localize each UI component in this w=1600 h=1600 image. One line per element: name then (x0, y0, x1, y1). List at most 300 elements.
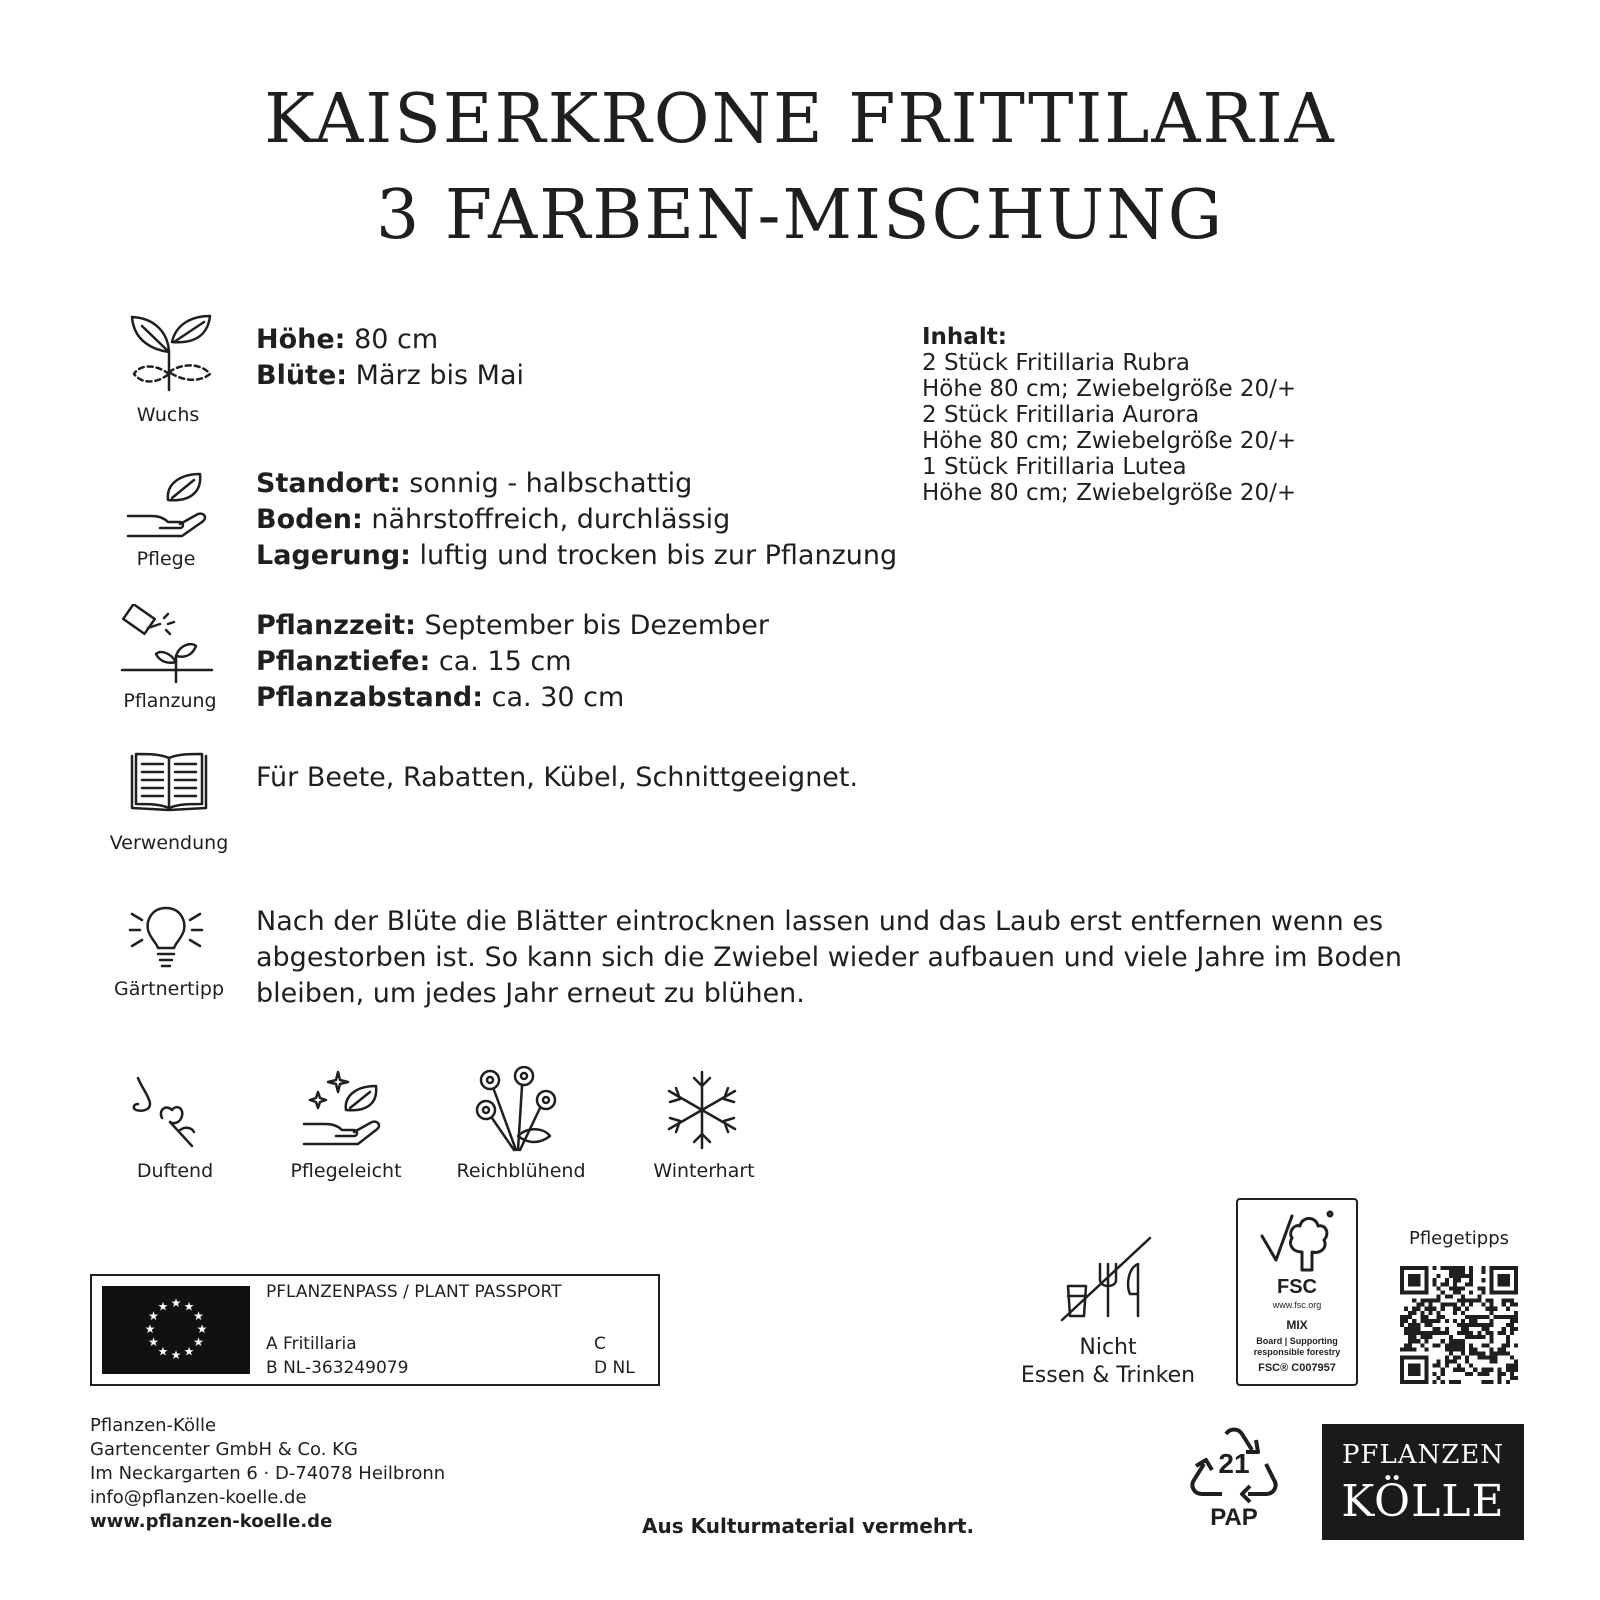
qr-module (1400, 1376, 1404, 1380)
qr-module (1477, 1335, 1481, 1339)
qr-label: Pflegetipps (1408, 1228, 1510, 1249)
qr-module (1400, 1360, 1404, 1364)
qr-module (1416, 1356, 1420, 1360)
qr-module (1449, 1286, 1453, 1290)
qr-module (1408, 1282, 1412, 1286)
qr-module (1502, 1282, 1506, 1286)
qr-module (1445, 1347, 1449, 1351)
qr-module (1424, 1360, 1428, 1364)
qr-module (1445, 1331, 1449, 1335)
address-block (90, 1414, 445, 1534)
qr-module (1490, 1266, 1494, 1270)
qr-module (1477, 1286, 1481, 1290)
qr-module (1424, 1307, 1428, 1311)
qr-module (1502, 1347, 1506, 1351)
pflanzen-koelle-logo (1322, 1424, 1524, 1540)
qr-module (1510, 1290, 1514, 1294)
qr-module (1437, 1327, 1441, 1331)
qr-module (1428, 1319, 1432, 1323)
qr-module (1473, 1368, 1477, 1372)
qr-module (1400, 1282, 1404, 1286)
svg-text:★: ★ (148, 1309, 159, 1323)
qr-module (1437, 1315, 1441, 1319)
qr-module (1490, 1360, 1494, 1364)
qr-module (1424, 1356, 1428, 1360)
verwendung-label: Verwendung (109, 832, 229, 854)
qr-module (1449, 1351, 1453, 1355)
qr-module (1465, 1356, 1469, 1360)
qr-module (1416, 1290, 1420, 1294)
qr-module (1498, 1290, 1502, 1294)
qr-module (1502, 1327, 1506, 1331)
qr-module (1457, 1339, 1461, 1343)
spec-value: 80 cm (345, 324, 439, 355)
qr-module (1437, 1311, 1441, 1315)
hand-sparkle-leaf-icon (302, 1070, 382, 1150)
qr-module (1481, 1372, 1485, 1376)
qr-module (1408, 1323, 1412, 1327)
qr-module (1465, 1372, 1469, 1376)
qr-module (1477, 1299, 1481, 1303)
qr-module (1481, 1351, 1485, 1355)
qr-module (1473, 1323, 1477, 1327)
inhalt-line: 2 Stück Fritillaria Aurora (922, 402, 1200, 428)
qr-module (1445, 1364, 1449, 1368)
qr-module (1437, 1364, 1441, 1368)
qr-module (1490, 1311, 1494, 1315)
qr-module (1485, 1356, 1489, 1360)
qr-module (1433, 1282, 1437, 1286)
qr-module (1420, 1331, 1424, 1335)
spec-pflanztiefe (256, 644, 769, 680)
qr-module (1404, 1315, 1408, 1319)
wuchs-label: Wuchs (136, 404, 200, 426)
spec-value: März bis Mai (347, 360, 524, 391)
qr-module (1424, 1319, 1428, 1323)
qr-module (1441, 1380, 1445, 1384)
spec-value: ca. 15 cm (430, 646, 572, 677)
spec-value: nährstoffreich, durchlässig (362, 504, 731, 535)
qr-module (1494, 1266, 1498, 1270)
spec-hoehe (256, 322, 524, 358)
qr-module (1498, 1372, 1502, 1376)
qr-module (1506, 1351, 1510, 1355)
svg-text:★: ★ (193, 1335, 204, 1349)
qr-module (1416, 1364, 1420, 1368)
qr-module (1416, 1278, 1420, 1282)
qr-module (1502, 1343, 1506, 1347)
qr-module (1461, 1274, 1465, 1278)
qr-module (1433, 1278, 1437, 1282)
qr-module (1445, 1303, 1449, 1307)
qr-module (1465, 1307, 1469, 1311)
qr-module (1408, 1315, 1412, 1319)
qr-module (1457, 1274, 1461, 1278)
watering-can-icon (120, 604, 214, 686)
qr-module (1481, 1327, 1485, 1331)
qr-module (1416, 1372, 1420, 1376)
qr-module (1510, 1266, 1514, 1270)
qr-module (1461, 1294, 1465, 1298)
leaves-icon (124, 312, 214, 392)
qr-module (1506, 1278, 1510, 1282)
svg-text:★: ★ (144, 1322, 156, 1336)
hand-leaf-icon (124, 470, 210, 540)
qr-module (1494, 1356, 1498, 1360)
svg-text:★: ★ (148, 1335, 159, 1349)
qr-module (1412, 1290, 1416, 1294)
qr-module (1461, 1323, 1465, 1327)
qr-module (1481, 1303, 1485, 1307)
logo-line2: KÖLLE (1341, 1476, 1505, 1527)
qr-module (1453, 1286, 1457, 1290)
qr-module (1498, 1376, 1502, 1380)
qr-module (1412, 1380, 1416, 1384)
qr-module (1453, 1343, 1457, 1347)
qr-module (1400, 1319, 1404, 1323)
qr-module (1506, 1339, 1510, 1343)
spec-key: Standort: (256, 468, 401, 499)
qr-module (1408, 1356, 1412, 1360)
qr-module (1437, 1286, 1441, 1290)
qr-module (1502, 1331, 1506, 1335)
qr-module (1490, 1339, 1494, 1343)
qr-module (1469, 1282, 1473, 1286)
qr-module (1420, 1303, 1424, 1307)
qr-module (1416, 1266, 1420, 1270)
qr-module (1490, 1351, 1494, 1355)
qr-module (1502, 1278, 1506, 1282)
fsc-name: FSC (1277, 1276, 1317, 1298)
qr-module (1477, 1372, 1481, 1376)
qr-module (1506, 1380, 1510, 1384)
qr-code-icon[interactable] (1400, 1266, 1518, 1384)
spec-lagerung (256, 538, 897, 574)
qr-module (1457, 1331, 1461, 1335)
qr-module (1514, 1343, 1518, 1347)
qr-module (1416, 1274, 1420, 1278)
not-edible-line1: Nicht (1079, 1335, 1137, 1360)
qr-module (1457, 1343, 1461, 1347)
qr-module (1400, 1315, 1404, 1319)
qr-module (1445, 1360, 1449, 1364)
qr-module (1433, 1372, 1437, 1376)
qr-module (1514, 1290, 1518, 1294)
feature-pflegeleicht: Pflegeleicht (290, 1160, 402, 1182)
qr-module (1490, 1286, 1494, 1290)
qr-module (1461, 1266, 1465, 1270)
qr-module (1481, 1368, 1485, 1372)
spec-key: Pflanztiefe: (256, 646, 431, 677)
qr-module (1469, 1343, 1473, 1347)
feature-duftend: Duftend (136, 1160, 214, 1182)
qr-module (1506, 1323, 1510, 1327)
qr-module (1408, 1331, 1412, 1335)
inhalt-heading: Inhalt: (922, 324, 1007, 350)
qr-module (1441, 1290, 1445, 1294)
recycle-number: 21 (1218, 1448, 1250, 1479)
qr-module (1433, 1380, 1437, 1384)
qr-module (1461, 1286, 1465, 1290)
qr-module (1437, 1319, 1441, 1323)
qr-module (1506, 1343, 1510, 1347)
qr-module (1514, 1274, 1518, 1278)
qr-module (1457, 1270, 1461, 1274)
feature-winterhart: Winterhart (653, 1160, 755, 1182)
qr-module (1437, 1376, 1441, 1380)
qr-module (1485, 1368, 1489, 1372)
qr-module (1420, 1356, 1424, 1360)
qr-module (1473, 1347, 1477, 1351)
qr-module (1400, 1372, 1404, 1376)
qr-module (1510, 1376, 1514, 1380)
qr-module (1477, 1356, 1481, 1360)
qr-module (1481, 1380, 1485, 1384)
qr-module (1457, 1286, 1461, 1290)
passport-c: C (594, 1334, 606, 1354)
qr-module (1437, 1360, 1441, 1364)
qr-module (1461, 1299, 1465, 1303)
snowflake-icon (662, 1070, 742, 1150)
qr-module (1412, 1331, 1416, 1335)
qr-module (1469, 1270, 1473, 1274)
qr-module (1416, 1323, 1420, 1327)
qr-module (1441, 1372, 1445, 1376)
qr-module (1498, 1351, 1502, 1355)
qr-module (1506, 1266, 1510, 1270)
qr-module (1441, 1307, 1445, 1311)
qr-module (1502, 1351, 1506, 1355)
spec-key: Pflanzabstand: (256, 682, 484, 713)
qr-module (1416, 1368, 1420, 1372)
inhalt-line: Höhe 80 cm; Zwiebelgröße 20/+ (922, 480, 1297, 506)
qr-module (1437, 1274, 1441, 1278)
qr-module (1420, 1299, 1424, 1303)
qr-module (1490, 1331, 1494, 1335)
inhalt-line: Höhe 80 cm; Zwiebelgröße 20/+ (922, 428, 1297, 454)
qr-module (1502, 1372, 1506, 1376)
qr-module (1453, 1360, 1457, 1364)
qr-module (1449, 1303, 1453, 1307)
email-link[interactable]: info@pflanzen-koelle.de (90, 1487, 307, 1508)
qr-module (1457, 1368, 1461, 1372)
qr-module (1502, 1303, 1506, 1307)
qr-module (1514, 1278, 1518, 1282)
wuchs-specs (256, 322, 524, 394)
title-line-1: KAISERKRONE FRITTILARIA (264, 80, 1336, 159)
qr-module (1473, 1319, 1477, 1323)
qr-module (1428, 1307, 1432, 1311)
qr-module (1469, 1364, 1473, 1368)
qr-module (1445, 1278, 1449, 1282)
qr-module (1490, 1307, 1494, 1311)
qr-module (1408, 1372, 1412, 1376)
qr-module (1469, 1347, 1473, 1351)
qr-module (1498, 1274, 1502, 1278)
qr-module (1453, 1278, 1457, 1282)
qr-module (1404, 1307, 1408, 1311)
qr-module (1408, 1380, 1412, 1384)
qr-module (1404, 1319, 1408, 1323)
qr-module (1420, 1311, 1424, 1315)
qr-module (1445, 1266, 1449, 1270)
qr-module (1469, 1351, 1473, 1355)
tipp-text: Nach der Blüte die Blätter eintrocknen lassen und das Laub erst entfernen wenn es abgestorben ist. So kann sich die Zwiebel wieder aufbauen und viele Jahre im Boden bleiben, um jedes Jahr erneut zu blühen. (256, 906, 1402, 1009)
qr-module (1485, 1323, 1489, 1327)
qr-module (1481, 1290, 1485, 1294)
qr-module (1461, 1339, 1465, 1343)
qr-module (1437, 1343, 1441, 1347)
qr-module (1469, 1372, 1473, 1376)
qr-module (1445, 1319, 1449, 1323)
inhalt-block (922, 324, 1296, 506)
qr-module (1477, 1323, 1481, 1327)
qr-module (1453, 1356, 1457, 1360)
qr-module (1457, 1266, 1461, 1270)
qr-module (1428, 1303, 1432, 1307)
qr-module (1428, 1323, 1432, 1327)
verwendung-text: Für Beete, Rabatten, Kübel, Schnittgeeignet. (256, 762, 859, 793)
qr-module (1437, 1294, 1441, 1298)
qr-module (1412, 1323, 1416, 1327)
plant-passport (90, 1274, 660, 1386)
qr-module (1506, 1335, 1510, 1339)
qr-module (1453, 1339, 1457, 1343)
qr-module (1494, 1360, 1498, 1364)
qr-module (1449, 1335, 1453, 1339)
qr-module (1441, 1282, 1445, 1286)
qr-module (1473, 1335, 1477, 1339)
qr-module (1457, 1323, 1461, 1327)
svg-text:★: ★ (183, 1299, 195, 1314)
qr-module (1490, 1290, 1494, 1294)
qr-module (1490, 1282, 1494, 1286)
qr-module (1412, 1282, 1416, 1286)
qr-module (1441, 1339, 1445, 1343)
qr-module (1404, 1327, 1408, 1331)
inhalt-line: 2 Stück Fritillaria Rubra (922, 350, 1191, 376)
fsc-desc-line2: responsible forestry (1253, 1347, 1341, 1357)
qr-module (1461, 1303, 1465, 1307)
qr-module (1424, 1266, 1428, 1270)
qr-module (1404, 1347, 1408, 1351)
qr-module (1420, 1380, 1424, 1384)
qr-module (1506, 1368, 1510, 1372)
spec-key: Höhe: (256, 324, 346, 355)
qr-module (1416, 1303, 1420, 1307)
qr-module (1412, 1364, 1416, 1368)
qr-module (1461, 1319, 1465, 1323)
qr-module (1514, 1368, 1518, 1372)
passport-b: B NL-363249079 (266, 1358, 409, 1378)
book-icon (128, 752, 210, 816)
qr-module (1477, 1331, 1481, 1335)
qr-module (1469, 1335, 1473, 1339)
qr-module (1424, 1376, 1428, 1380)
qr-module (1490, 1347, 1494, 1351)
fsc-tree-icon (1258, 1208, 1336, 1274)
qr-module (1514, 1311, 1518, 1315)
fsc-mix: MIX (1286, 1318, 1308, 1332)
qr-module (1449, 1380, 1453, 1384)
qr-module (1428, 1331, 1432, 1335)
website-link[interactable]: www.pflanzen-koelle.de (90, 1511, 333, 1532)
qr-module (1453, 1347, 1457, 1351)
qr-module (1498, 1368, 1502, 1372)
qr-module (1408, 1327, 1412, 1331)
qr-module (1494, 1351, 1498, 1355)
qr-module (1457, 1356, 1461, 1360)
qr-module (1408, 1339, 1412, 1343)
qr-module (1461, 1327, 1465, 1331)
qr-module (1449, 1274, 1453, 1278)
not-edible-line2: Essen & Trinken (1020, 1363, 1196, 1388)
qr-module (1424, 1331, 1428, 1335)
qr-module (1473, 1315, 1477, 1319)
qr-module (1437, 1331, 1441, 1335)
passport-heading: PFLANZENPASS / PLANT PASSPORT (266, 1282, 562, 1302)
qr-module (1408, 1368, 1412, 1372)
qr-module (1481, 1323, 1485, 1327)
qr-module (1445, 1356, 1449, 1360)
qr-module (1412, 1356, 1416, 1360)
qr-module (1461, 1343, 1465, 1347)
qr-module (1510, 1364, 1514, 1368)
qr-module (1490, 1278, 1494, 1282)
qr-module (1510, 1315, 1514, 1319)
qr-module (1408, 1274, 1412, 1278)
qr-module (1400, 1278, 1404, 1282)
qr-module (1412, 1311, 1416, 1315)
qr-module (1441, 1315, 1445, 1319)
qr-module (1481, 1270, 1485, 1274)
qr-module (1490, 1323, 1494, 1327)
qr-module (1510, 1299, 1514, 1303)
qr-module (1433, 1343, 1437, 1347)
qr-module (1481, 1315, 1485, 1319)
qr-module (1424, 1286, 1428, 1290)
page-title (0, 72, 1600, 264)
qr-module (1404, 1343, 1408, 1347)
qr-module (1420, 1315, 1424, 1319)
qr-module (1506, 1307, 1510, 1311)
qr-module (1400, 1286, 1404, 1290)
eu-flag-icon (102, 1286, 250, 1374)
qr-module (1453, 1368, 1457, 1372)
fsc-desc-line1: Board | Supporting (1256, 1336, 1338, 1346)
qr-module (1465, 1282, 1469, 1286)
qr-module (1514, 1319, 1518, 1323)
fsc-code: FSC® C007957 (1258, 1362, 1336, 1374)
qr-module (1433, 1299, 1437, 1303)
qr-module (1428, 1335, 1432, 1339)
qr-module (1481, 1335, 1485, 1339)
qr-module (1449, 1360, 1453, 1364)
qr-module (1424, 1323, 1428, 1327)
qr-module (1502, 1290, 1506, 1294)
qr-module (1420, 1266, 1424, 1270)
spec-pflanzzeit (256, 608, 769, 644)
qr-module (1420, 1319, 1424, 1323)
qr-module (1514, 1360, 1518, 1364)
qr-module (1494, 1290, 1498, 1294)
qr-module (1420, 1343, 1424, 1347)
qr-module (1485, 1372, 1489, 1376)
spec-boden (256, 502, 897, 538)
qr-module (1481, 1356, 1485, 1360)
qr-module (1400, 1380, 1404, 1384)
qr-module (1506, 1315, 1510, 1319)
